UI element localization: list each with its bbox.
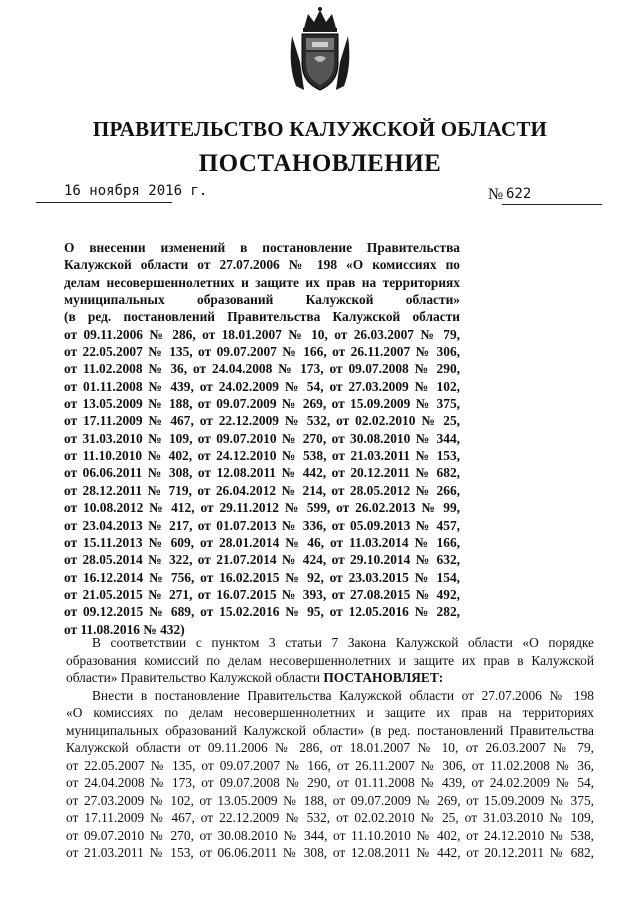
body-line — [66, 669, 594, 687]
body-line: от 21.03.2011 № 153, от 06.06.2011 № 308, от 12.08.2011 № 442, от 20.12.2011 № 682, — [66, 845, 594, 860]
body-line: от 24.04.2008 № 173, от 09.07.2008 № 290, от 01.11.2008 № 439, от 24.02.2009 № 54, — [66, 775, 594, 790]
body-line: муниципальных образований Калужской области» (в ред. постановлений Правительства — [66, 722, 594, 738]
subject-line: от 31.03.2010 № 109, от 09.07.2010 № 270, от 30.08.2010 № 344, — [64, 430, 460, 446]
subject-line: от 22.05.2007 № 135, от 09.07.2007 № 166, от 26.11.2007 № 306, — [64, 344, 460, 360]
decree-subject — [64, 239, 460, 638]
subject-line: делам несовершеннолетних и защите их прав на территориях — [64, 274, 460, 290]
subject-line: О внесении изменений в постановление Правительства — [64, 240, 460, 255]
subject-line: Калужской области от 27.07.2006 № 198 «О комиссиях по — [64, 257, 460, 273]
body-text: области» Правительство Калужской области — [66, 670, 321, 685]
subject-line: от 21.05.2015 № 271, от 16.07.2015 № 393, от 27.08.2015 № 492, — [64, 586, 460, 602]
body-line: от 09.07.2010 № 270, от 30.08.2010 № 344, от 11.10.2010 № 402, от 24.12.2010 № 538, — [66, 827, 594, 843]
body-line: В соответствии с пунктом 3 статьи 7 Закона Калужской области «О порядке — [92, 635, 594, 650]
resolves-keyword: ПОСТАНОВЛЯЕТ: — [323, 670, 444, 685]
date-underline — [36, 202, 172, 203]
subject-line: от 28.12.2011 № 719, от 26.04.2012 № 214, от 28.05.2012 № 266, — [64, 482, 460, 498]
decree-number: 622 — [506, 186, 532, 202]
decree-body — [66, 634, 594, 862]
number-underline — [502, 204, 602, 205]
body-line: от 22.05.2007 № 135, от 09.07.2007 № 166, от 26.11.2007 № 306, от 11.02.2008 № 36, — [66, 757, 594, 773]
subject-line: от 11.02.2008 № 36, от 24.04.2008 № 173, от 09.07.2008 № 290, — [64, 361, 460, 377]
body-line: от 17.11.2009 № 467, от 22.12.2009 № 532, от 02.02.2010 № 25, от 31.03.2010 № 109, — [66, 810, 594, 825]
document-type: ПОСТАНОВЛЕНИЕ — [198, 150, 442, 177]
body-line: образования комиссий по делам несовершеннолетних и защите их прав в Калужской — [66, 652, 594, 668]
body-line: Внести в постановление Правительства Калужской области от 27.07.2006 № 198 — [92, 687, 594, 703]
subject-line: от 23.04.2013 № 217, от 01.07.2013 № 336, от 05.09.2013 № 457, — [64, 517, 460, 533]
subject-line: от 09.12.2015 № 689, от 15.02.2016 № 95, от 12.05.2016 № 282, — [64, 604, 460, 620]
subject-line: (в ред. постановлений Правительства Калужской области — [64, 309, 460, 325]
subject-line: от 01.11.2008 № 439, от 24.02.2009 № 54, от 27.03.2009 № 102, — [64, 378, 460, 394]
subject-line: от 15.11.2013 № 609, от 28.01.2014 № 46, от 11.03.2014 № 166, — [64, 534, 460, 550]
subject-line: от 16.12.2014 № 756, от 16.02.2015 № 92, от 23.03.2015 № 154, — [64, 569, 460, 585]
body-line: Калужской области от 09.11.2006 № 286, от 18.01.2007 № 10, от 26.03.2007 № 79, — [66, 740, 594, 755]
number-sign: № — [488, 186, 504, 203]
body-line: «О комиссиях по делам несовершеннолетних и защите их прав на территориях — [66, 705, 594, 720]
subject-line: от 10.08.2012 № 412, от 29.11.2012 № 599, от 26.02.2013 № 99, — [64, 500, 460, 516]
subject-line: от 11.10.2010 № 402, от 24.12.2010 № 538, от 21.03.2011 № 153, — [64, 448, 460, 464]
subject-line: от 11.08.2016 № 432) — [64, 621, 185, 637]
subject-line: от 28.05.2014 № 322, от 21.07.2014 № 424, от 29.10.2014 № 632, — [64, 552, 460, 568]
subject-line: от 06.06.2011 № 308, от 12.08.2011 № 442, от 20.12.2011 № 682, — [64, 465, 460, 481]
decree-date: 16 ноября 2016 г. — [64, 183, 208, 199]
subject-line: от 17.11.2009 № 467, от 22.12.2009 № 532, от 02.02.2010 № 25, — [64, 413, 460, 429]
subject-line: муниципальных образований Калужской области» — [64, 292, 460, 308]
subject-line: от 09.11.2006 № 286, от 18.01.2007 № 10, от 26.03.2007 № 79, — [64, 326, 460, 342]
subject-line: от 13.05.2009 № 188, от 09.07.2009 № 269, от 15.09.2009 № 375, — [64, 396, 460, 412]
body-line: от 27.03.2009 № 102, от 13.05.2009 № 188, от 09.07.2009 № 269, от 15.09.2009 № 375, — [66, 792, 594, 808]
government-title: ПРАВИТЕЛЬСТВО КАЛУЖСКОЙ ОБЛАСТИ — [92, 117, 548, 141]
kaluga-coat-of-arms-icon — [286, 6, 354, 94]
